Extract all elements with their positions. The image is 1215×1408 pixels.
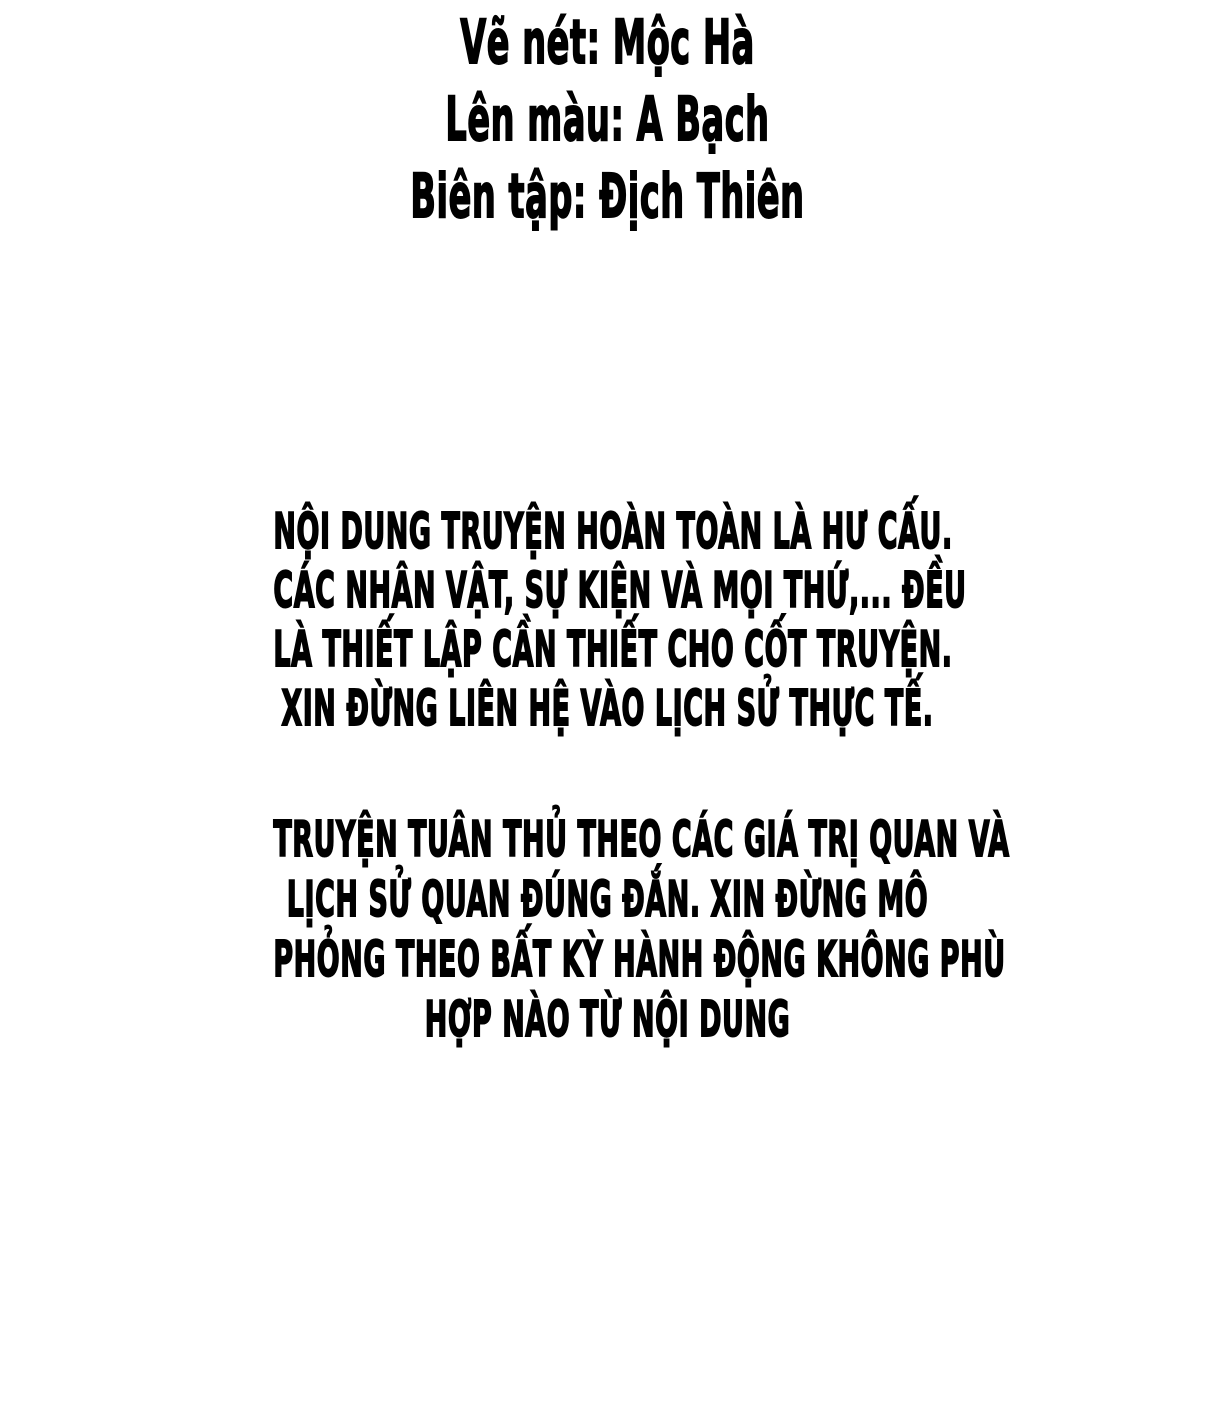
disclaimer-line: PHỎNG THEO BẤT KỲ HÀNH ĐỘNG KHÔNG PHÙ bbox=[273, 931, 1006, 988]
disclaimer-line: CÁC NHÂN VẬT, SỰ KIỆN VÀ MỌI THỨ,... ĐỀU bbox=[273, 562, 967, 619]
credit-line-colorist: Lên màu: A Bạch bbox=[445, 84, 770, 155]
disclaimer-line: LÀ THIẾT LẬP CẦN THIẾT CHO CỐT TRUYỆN. bbox=[273, 621, 953, 678]
disclaimer-paragraph-values bbox=[273, 810, 1010, 1050]
disclaimer-line: LỊCH SỬ QUAN ĐÚNG ĐẮN. XIN ĐỪNG MÔ bbox=[286, 871, 929, 928]
credit-line-artist: Vẽ nét: Mộc Hà bbox=[460, 7, 755, 78]
disclaimer-line: NỘI DUNG TRUYỆN HOÀN TOÀN LÀ HƯ CẤU. bbox=[273, 503, 953, 560]
disclaimer-paragraph-fiction bbox=[273, 502, 967, 738]
disclaimer-line: TRUYỆN TUÂN THỦ THEO CÁC GIÁ TRỊ QUAN VÀ bbox=[273, 811, 1010, 868]
disclaimer-line: XIN ĐỪNG LIÊN HỆ VÀO LỊCH SỬ THỰC TẾ. bbox=[281, 680, 934, 737]
credits-block bbox=[273, 4, 941, 235]
credit-line-editor: Biên tập: Địch Thiên bbox=[410, 161, 805, 232]
disclaimer-line: HỢP NÀO TỪ NỘI DUNG bbox=[424, 991, 791, 1048]
